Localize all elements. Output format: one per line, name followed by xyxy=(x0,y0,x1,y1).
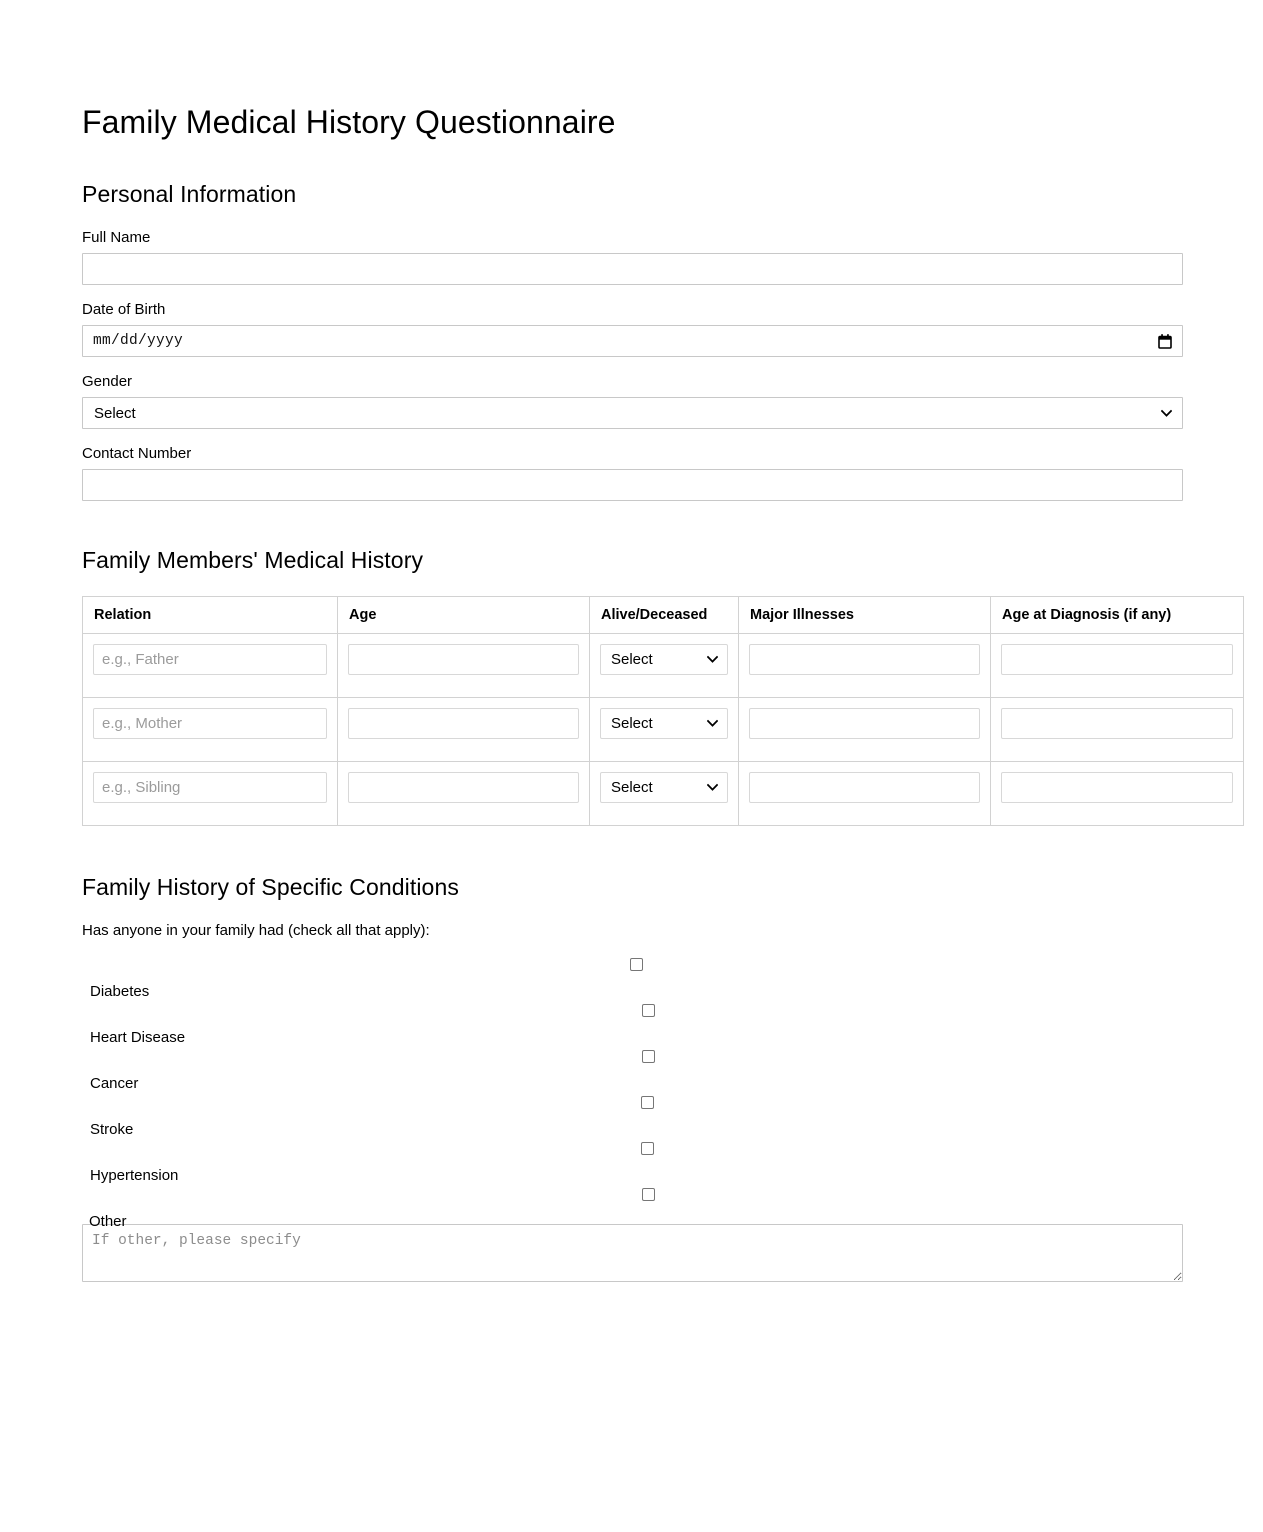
conditions-intro-text: Has anyone in your family had (check all that apply): xyxy=(82,922,430,940)
age-input-row-2[interactable] xyxy=(348,708,579,739)
cell-relation xyxy=(83,633,338,697)
checkbox-diabetes[interactable] xyxy=(630,958,643,971)
illnesses-input-row-3[interactable] xyxy=(749,772,980,803)
table-row xyxy=(83,633,1244,697)
table-body xyxy=(83,633,1244,825)
section-personal-information xyxy=(82,181,1183,501)
relation-input-row-3[interactable] xyxy=(93,772,327,803)
gender-label: Gender xyxy=(82,373,133,391)
illnesses-input-row-1[interactable] xyxy=(749,644,980,675)
table-header-row xyxy=(83,596,1244,633)
age-diagnosis-input-row-3[interactable] xyxy=(1001,772,1233,803)
other-specify-textarea[interactable] xyxy=(82,1224,1183,1282)
field-contact-number xyxy=(82,445,1183,501)
table-header xyxy=(83,596,1244,633)
cell-major-illnesses xyxy=(739,761,991,825)
contact-number-input[interactable] xyxy=(82,469,1183,501)
column-header-major-illnesses: Major Illnesses xyxy=(739,596,991,633)
checkbox-heart-disease[interactable] xyxy=(642,1004,655,1017)
personal-information-heading: Personal Information xyxy=(82,180,297,207)
column-header-relation: Relation xyxy=(83,596,338,633)
status-selected-value-row-1: Select xyxy=(611,650,653,668)
family-medical-history-table xyxy=(82,596,1244,826)
gender-selected-value: Select xyxy=(94,404,136,422)
status-select-row-3[interactable] xyxy=(600,772,728,803)
cell-major-illnesses xyxy=(739,633,991,697)
cell-age-at-diagnosis xyxy=(991,633,1244,697)
conditions-heading: Family History of Specific Conditions xyxy=(82,873,459,900)
cell-alive-deceased xyxy=(590,697,739,761)
cell-alive-deceased xyxy=(590,633,739,697)
column-header-alive-deceased: Alive/Deceased xyxy=(590,596,739,633)
cell-age-at-diagnosis xyxy=(991,761,1244,825)
date-of-birth-placeholder-text: mm/dd/yyyy xyxy=(93,333,184,350)
full-name-label: Full Name xyxy=(82,229,151,247)
age-input-row-1[interactable] xyxy=(348,644,579,675)
section-family-members-history xyxy=(82,547,1183,825)
condition-row-stroke xyxy=(82,1090,1183,1139)
label-other: Other xyxy=(89,1213,127,1231)
condition-row-other xyxy=(82,1182,1183,1231)
relation-input-row-2[interactable] xyxy=(93,708,327,739)
label-heart-disease: Heart Disease xyxy=(90,1029,186,1047)
checkbox-other[interactable] xyxy=(642,1188,655,1201)
condition-row-cancer xyxy=(82,1044,1183,1093)
cell-alive-deceased xyxy=(590,761,739,825)
label-diabetes: Diabetes xyxy=(90,983,150,1001)
checkbox-cancer[interactable] xyxy=(642,1050,655,1063)
age-diagnosis-input-row-1[interactable] xyxy=(1001,644,1233,675)
cell-relation xyxy=(83,761,338,825)
field-full-name xyxy=(82,229,1183,285)
field-date-of-birth xyxy=(82,301,1183,357)
checkbox-hypertension[interactable] xyxy=(641,1142,654,1155)
date-of-birth-label: Date of Birth xyxy=(82,301,166,319)
age-diagnosis-input-row-2[interactable] xyxy=(1001,708,1233,739)
field-gender xyxy=(82,373,1183,429)
condition-row-heart-disease xyxy=(82,998,1183,1047)
cell-age-at-diagnosis xyxy=(991,697,1244,761)
status-selected-value-row-2: Select xyxy=(611,714,653,732)
date-of-birth-input[interactable] xyxy=(82,325,1183,357)
label-stroke: Stroke xyxy=(90,1121,134,1139)
conditions-checkbox-list xyxy=(82,952,1183,1231)
illnesses-input-row-2[interactable] xyxy=(749,708,980,739)
cell-major-illnesses xyxy=(739,697,991,761)
family-table-heading: Family Members' Medical History xyxy=(82,547,424,574)
label-cancer: Cancer xyxy=(90,1075,139,1093)
cell-relation xyxy=(83,697,338,761)
label-hypertension: Hypertension xyxy=(90,1167,179,1185)
condition-row-diabetes xyxy=(82,952,1183,1001)
chevron-down-icon xyxy=(707,783,718,791)
condition-row-hypertension xyxy=(82,1136,1183,1185)
chevron-down-icon xyxy=(707,719,718,727)
status-selected-value-row-3: Select xyxy=(611,778,653,796)
page-title: Family Medical History Questionnaire xyxy=(82,104,616,140)
relation-input-row-1[interactable] xyxy=(93,644,327,675)
section-specific-conditions xyxy=(82,874,1183,1282)
contact-number-label: Contact Number xyxy=(82,445,192,463)
gender-select[interactable] xyxy=(82,397,1183,429)
column-header-age-at-diagnosis: Age at Diagnosis (if any) xyxy=(991,596,1244,633)
calendar-icon[interactable] xyxy=(1158,334,1172,349)
status-select-row-1[interactable] xyxy=(600,644,728,675)
chevron-down-icon xyxy=(707,655,718,663)
checkbox-stroke[interactable] xyxy=(641,1096,654,1109)
table-row xyxy=(83,761,1244,825)
cell-age xyxy=(338,761,590,825)
full-name-input[interactable] xyxy=(82,253,1183,285)
table-row xyxy=(83,697,1244,761)
cell-age xyxy=(338,697,590,761)
status-select-row-2[interactable] xyxy=(600,708,728,739)
age-input-row-3[interactable] xyxy=(348,772,579,803)
questionnaire-form xyxy=(82,104,1183,1282)
column-header-age: Age xyxy=(338,596,590,633)
chevron-down-icon xyxy=(1161,409,1172,417)
cell-age xyxy=(338,633,590,697)
